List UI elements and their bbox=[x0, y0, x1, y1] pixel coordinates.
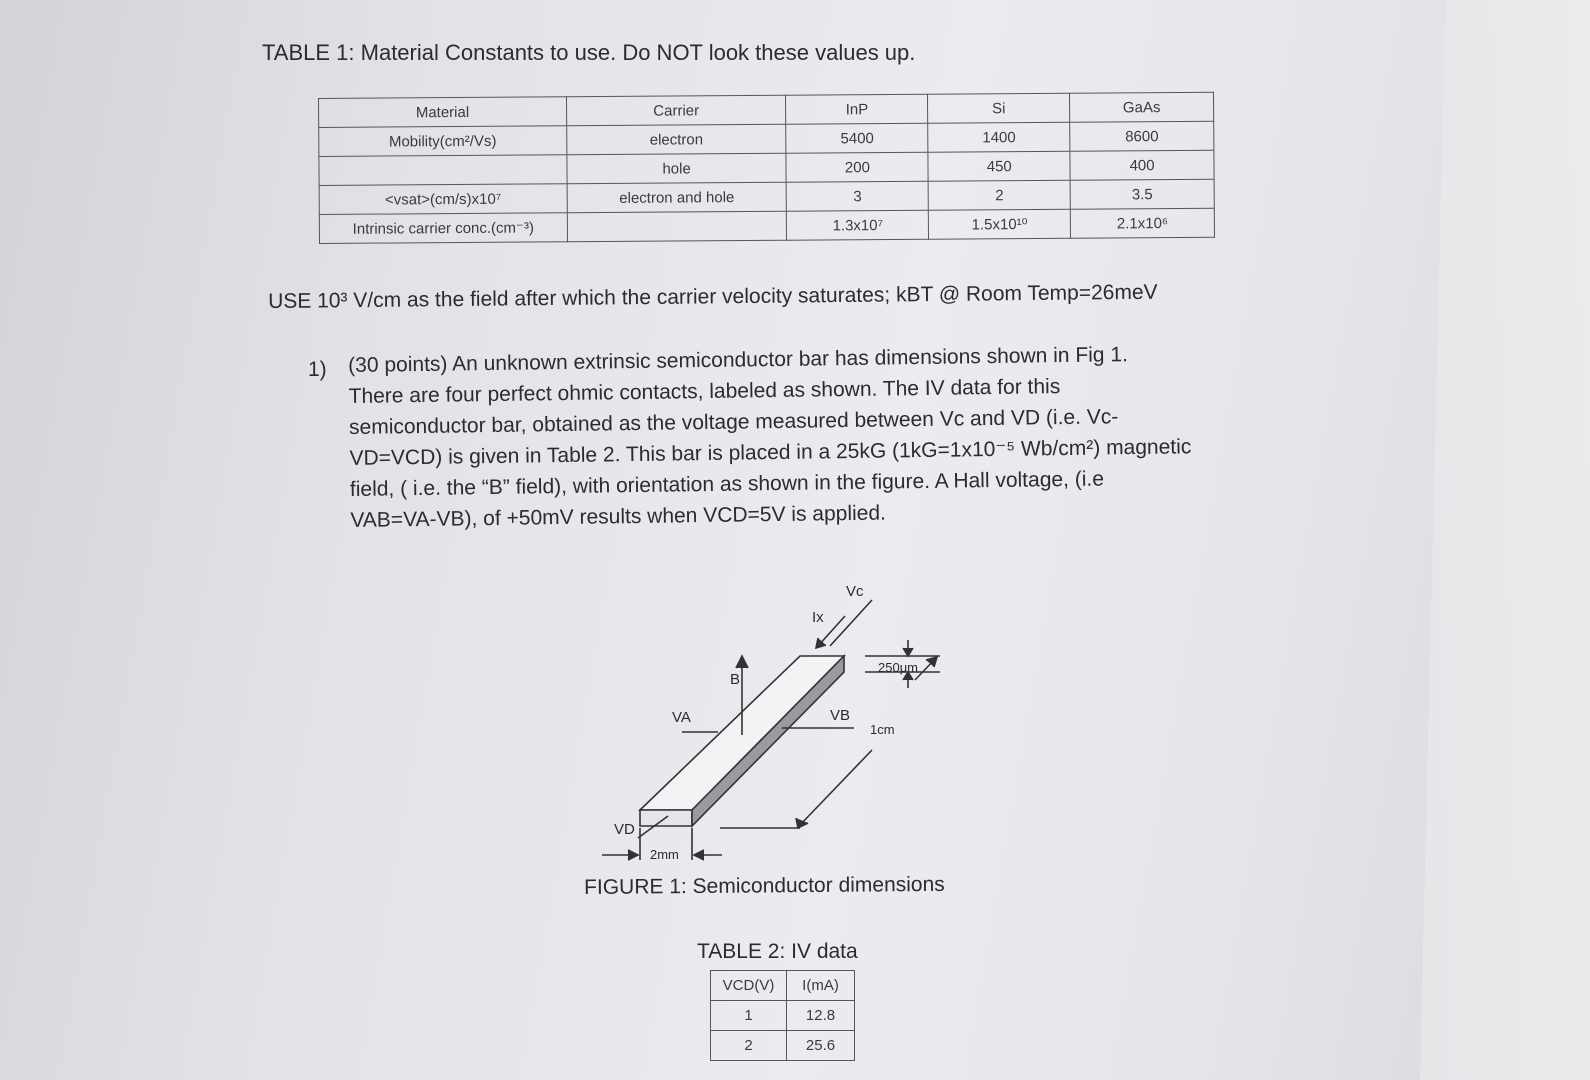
table-cell: 1400 bbox=[928, 122, 1070, 152]
question-line: There are four perfect ohmic contacts, labeled as shown. The IV data for this bbox=[348, 375, 1061, 408]
vc-label: Vc bbox=[846, 583, 864, 600]
vb-label: VB bbox=[830, 707, 851, 724]
table-row bbox=[711, 1001, 855, 1031]
table-cell: 2 bbox=[711, 1031, 787, 1061]
question-number: 1) bbox=[308, 358, 327, 381]
table-row bbox=[711, 1031, 855, 1061]
table2-title: TABLE 2: IV data bbox=[697, 940, 858, 963]
table-cell: electron bbox=[566, 124, 786, 155]
table-cell: <vsat>(cm/s)x10⁷ bbox=[319, 184, 567, 215]
table-cell: 3 bbox=[787, 181, 929, 211]
table-cell: 1.5x10¹⁰ bbox=[929, 209, 1071, 239]
question-line: field, ( i.e. the “B” field), with orientation as shown in the figure. A Hall voltage, (i.e bbox=[349, 467, 1105, 501]
table-cell: 3.5 bbox=[1070, 179, 1214, 209]
table-cell: electron and hole bbox=[567, 182, 787, 213]
table-cell: Carrier bbox=[566, 95, 786, 126]
table-cell: Mobility(cm²/Vs) bbox=[319, 126, 567, 157]
table-header-cell: VCD(V) bbox=[711, 971, 787, 1001]
table-cell: InP bbox=[786, 94, 928, 124]
table-row bbox=[319, 208, 1214, 243]
question-text bbox=[348, 337, 1281, 536]
table-cell: 12.8 bbox=[787, 1001, 855, 1031]
table-cell: 450 bbox=[928, 151, 1070, 181]
semiconductor-bar-figure bbox=[590, 570, 960, 870]
table-cell: hole bbox=[567, 153, 787, 184]
va-label: VA bbox=[672, 709, 691, 726]
table-cell bbox=[319, 155, 567, 186]
question-line: semiconductor bar, obtained as the voltage measured between Vc and VD (i.e. Vc- bbox=[348, 405, 1119, 439]
question-line: VAB=VA-VB), of +50mV results when VCD=5V is applied. bbox=[350, 501, 887, 532]
saturation-field-note: USE 10³ V/cm as the field after which the carrier velocity saturates; kBT @ Room Temp=26meV bbox=[268, 280, 1158, 313]
table1-title: TABLE 1: Material Constants to use. Do NOT look these values up. bbox=[262, 40, 916, 65]
width-label: 2mm bbox=[650, 847, 679, 862]
table-row bbox=[711, 971, 855, 1001]
table-cell: 5400 bbox=[786, 123, 928, 153]
table-cell: 1.3x10⁷ bbox=[787, 210, 929, 240]
table-cell: 2.1x10⁶ bbox=[1070, 208, 1214, 238]
table-cell bbox=[567, 211, 787, 242]
table-cell: 25.6 bbox=[787, 1031, 855, 1061]
length-label: 1cm bbox=[870, 722, 895, 737]
table-cell: 1 bbox=[711, 1001, 787, 1031]
table-cell: Intrinsic carrier conc.(cm⁻³) bbox=[319, 213, 567, 244]
material-constants-table bbox=[318, 92, 1215, 244]
table-cell: Material bbox=[319, 97, 567, 128]
table-cell: 200 bbox=[786, 152, 928, 182]
figure-caption: FIGURE 1: Semiconductor dimensions bbox=[584, 872, 945, 899]
b-label: B bbox=[730, 671, 741, 688]
vc-lead bbox=[830, 600, 872, 646]
question-line: (30 points) An unknown extrinsic semiconductor bar has dimensions shown in Fig 1. bbox=[348, 343, 1129, 377]
paper-edge bbox=[1420, 0, 1590, 1080]
table-cell: 400 bbox=[1070, 150, 1214, 180]
table-cell: 8600 bbox=[1070, 121, 1214, 151]
table-cell: 2 bbox=[928, 180, 1070, 210]
table-cell: Si bbox=[928, 93, 1070, 123]
thickness-label: 250μm bbox=[878, 660, 919, 675]
ix-label: Ix bbox=[812, 609, 824, 626]
iv-data-table bbox=[710, 970, 855, 1061]
table-header-cell: I(mA) bbox=[787, 971, 855, 1001]
vd-label: VD bbox=[614, 821, 635, 838]
question-line: VD=VCD) is given in Table 2. This bar is placed in a 25kG (1kG=1x10⁻⁵ Wb/cm²) magnetic bbox=[349, 435, 1192, 470]
table-cell: GaAs bbox=[1070, 92, 1214, 122]
